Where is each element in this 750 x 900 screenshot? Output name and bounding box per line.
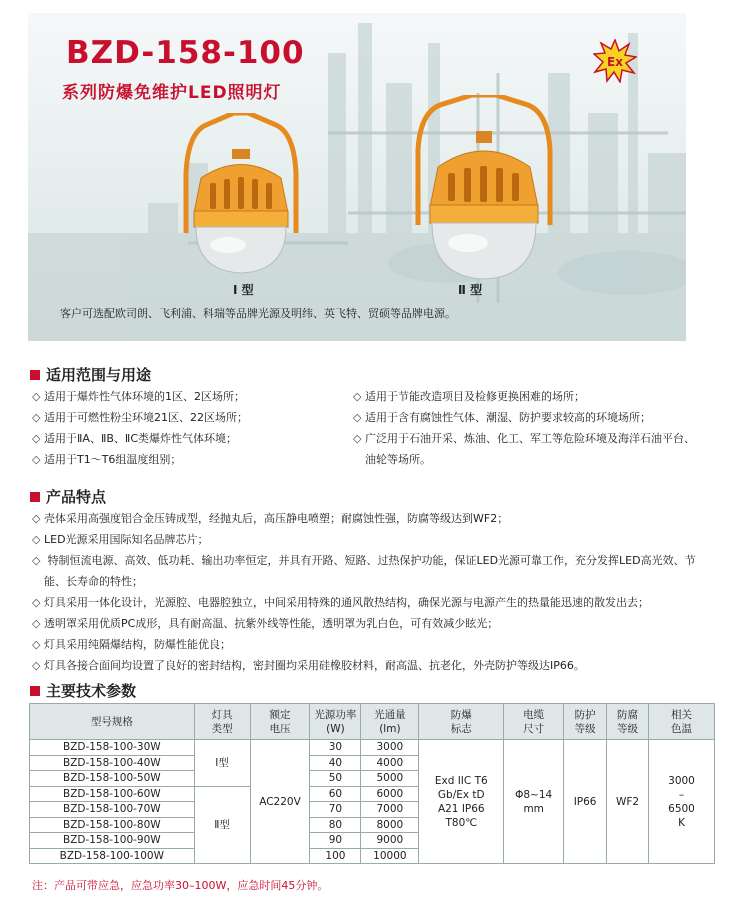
cct-cell: 3000 – 6500 K [649, 740, 715, 864]
diamond-bullet-icon: ◇ [32, 638, 41, 651]
diamond-bullet-icon: ◇ [32, 659, 41, 672]
section-marker-icon [30, 492, 40, 502]
header-model: 型号规格 [30, 704, 195, 740]
model-cell: BZD-158-100-70W [30, 802, 195, 818]
light-source-options-note: 客户可选配欧司朗、飞利浦、科瑞等品牌光源及明纬、英飞特、贸硕等品牌电源。 [60, 307, 456, 320]
power-cell: 80 [310, 817, 361, 833]
scope-list-right [353, 386, 695, 470]
flux-cell: 9000 [361, 833, 419, 849]
list-item: ◇ 灯具各接合面间均设置了良好的密封结构，密封圈均采用硅橡胶材料，耐高温、抗老化，外壳防护等级达IP66。 [32, 655, 696, 676]
diamond-bullet-icon: ◇ [32, 390, 41, 403]
model-cell: BZD-158-100-50W [30, 771, 195, 787]
list-item: ◇ LED光源采用国际知名品牌芯片； [32, 529, 696, 550]
diamond-bullet-icon: ◇ [353, 390, 362, 403]
model-cell: BZD-158-100-40W [30, 755, 195, 771]
list-item: ◇ 适用于爆炸性气体环境的1区、2区场所； [32, 386, 248, 407]
lamp-type-1-image [176, 113, 306, 288]
lamp-type-2-label: Ⅱ 型 [458, 283, 483, 297]
diamond-bullet-icon: ◇ [32, 411, 41, 424]
power-cell: 90 [310, 833, 361, 849]
section-marker-icon [30, 370, 40, 380]
list-item: ◇ 灯具采用一体化设计，光源腔、电器腔独立，中间采用特殊的通风散热结构，确保光源与电源产生的热量能迅速的散发出去； [32, 592, 696, 613]
wf-cell: WF2 [607, 740, 649, 864]
header-ip: 防护 等级 [564, 704, 607, 740]
scope-section-title: 适用范围与用途 [46, 366, 152, 384]
lamp-type-2-image [410, 95, 558, 290]
list-item-continuation: 油轮等场所。 [365, 453, 431, 466]
list-item-continuation: 能、长寿命的特性； [44, 575, 143, 588]
header-wf: 防腐 等级 [607, 704, 649, 740]
flux-cell: 8000 [361, 817, 419, 833]
ex-mark-cell: Exd IIC T6 Gb/Ex tD A21 IP66 T80℃ [419, 740, 504, 864]
emergency-note: 注：产品可带应急，应急功率30–100W，应急时间45分钟。 [32, 879, 329, 892]
header-power: 光源功率 (W) [310, 704, 361, 740]
model-cell: BZD-158-100-60W [30, 786, 195, 802]
features-list [32, 508, 696, 676]
list-item: ◇ 壳体采用高强度铝合金压铸成型，经抛丸后，高压静电喷塑；耐腐蚀性强，防腐等级达到WF2； [32, 508, 696, 529]
power-cell: 30 [310, 740, 361, 756]
specs-section-heading [30, 680, 136, 701]
header-cable: 电缆 尺寸 [504, 704, 564, 740]
flux-cell: 6000 [361, 786, 419, 802]
diamond-bullet-icon: ◇ [32, 432, 41, 445]
diamond-bullet-icon: ◇ [353, 432, 362, 445]
flux-cell: 4000 [361, 755, 419, 771]
specs-table [29, 703, 715, 864]
list-item: ◇ 适用于ⅡA、ⅡB、ⅡC类爆炸性气体环境； [32, 428, 248, 449]
type-cell: Ⅰ型 [194, 740, 250, 787]
header-flux: 光通量 (lm) [361, 704, 419, 740]
model-cell: BZD-158-100-90W [30, 833, 195, 849]
power-cell: 70 [310, 802, 361, 818]
diamond-bullet-icon: ◇ [32, 617, 41, 630]
flux-cell: 7000 [361, 802, 419, 818]
power-cell: 50 [310, 771, 361, 787]
header-voltage: 额定 电压 [250, 704, 310, 740]
list-item: ◇ 特制恒流电源、高效、低功耗、输出功率恒定，并具有开路、短路、过热保护功能，保证LED光源可靠工作，充分发挥LED高光效、节 [32, 550, 696, 571]
list-item: ◇ 适用于可燃性粉尘环境21区、22区场所； [32, 407, 248, 428]
ex-explosion-proof-icon [593, 39, 637, 83]
header-ex-mark: 防爆 标志 [419, 704, 504, 740]
cable-cell: Φ8~14 mm [504, 740, 564, 864]
power-cell: 100 [310, 848, 361, 864]
list-item: ◇ 适用于节能改造项目及检修更换困难的场所； [353, 386, 695, 407]
product-title: BZD-158-100 [66, 35, 305, 71]
ex-badge-text: Ex [607, 55, 623, 69]
model-cell: BZD-158-100-100W [30, 848, 195, 864]
diamond-bullet-icon: ◇ [32, 453, 41, 466]
flux-cell: 3000 [361, 740, 419, 756]
table-row [30, 740, 715, 756]
scope-section-heading [30, 364, 151, 385]
power-cell: 60 [310, 786, 361, 802]
product-subtitle: 系列防爆免维护LED照明灯 [62, 83, 282, 103]
hero-banner [28, 13, 686, 341]
list-item: ◇ 适用于T1～T6组温度组别； [32, 449, 248, 470]
model-cell: BZD-158-100-30W [30, 740, 195, 756]
specs-section-title: 主要技术参数 [46, 682, 137, 700]
section-marker-icon [30, 686, 40, 696]
diamond-bullet-icon: ◇ [32, 596, 41, 609]
features-section-heading [30, 486, 106, 507]
header-type: 灯具 类型 [194, 704, 250, 740]
diamond-bullet-icon: ◇ [32, 554, 41, 567]
voltage-cell: AC220V [250, 740, 310, 864]
list-item: ◇ 广泛用于石油开采、炼油、化工、军工等危险环境及海洋石油平台、 [353, 428, 695, 449]
features-section-title: 产品特点 [46, 488, 107, 506]
diamond-bullet-icon: ◇ [353, 411, 362, 424]
list-item: ◇ 适用于含有腐蚀性气体、潮湿、防护要求较高的环境场所； [353, 407, 695, 428]
flux-cell: 10000 [361, 848, 419, 864]
ip-cell: IP66 [564, 740, 607, 864]
list-item: ◇ 灯具采用纯隔爆结构，防爆性能优良； [32, 634, 696, 655]
lamp-type-1-label: Ⅰ 型 [233, 283, 254, 297]
type-cell: Ⅱ型 [194, 786, 250, 864]
list-item: ◇ 透明罩采用优质PC成形，具有耐高温、抗紫外线等性能，透明罩为乳白色，可有效减少眩光； [32, 613, 696, 634]
diamond-bullet-icon: ◇ [32, 533, 41, 546]
power-cell: 40 [310, 755, 361, 771]
diamond-bullet-icon: ◇ [32, 512, 41, 525]
model-cell: BZD-158-100-80W [30, 817, 195, 833]
flux-cell: 5000 [361, 771, 419, 787]
scope-list-left [32, 386, 248, 470]
header-cct: 相关 色温 [649, 704, 715, 740]
table-header-row [30, 704, 715, 740]
